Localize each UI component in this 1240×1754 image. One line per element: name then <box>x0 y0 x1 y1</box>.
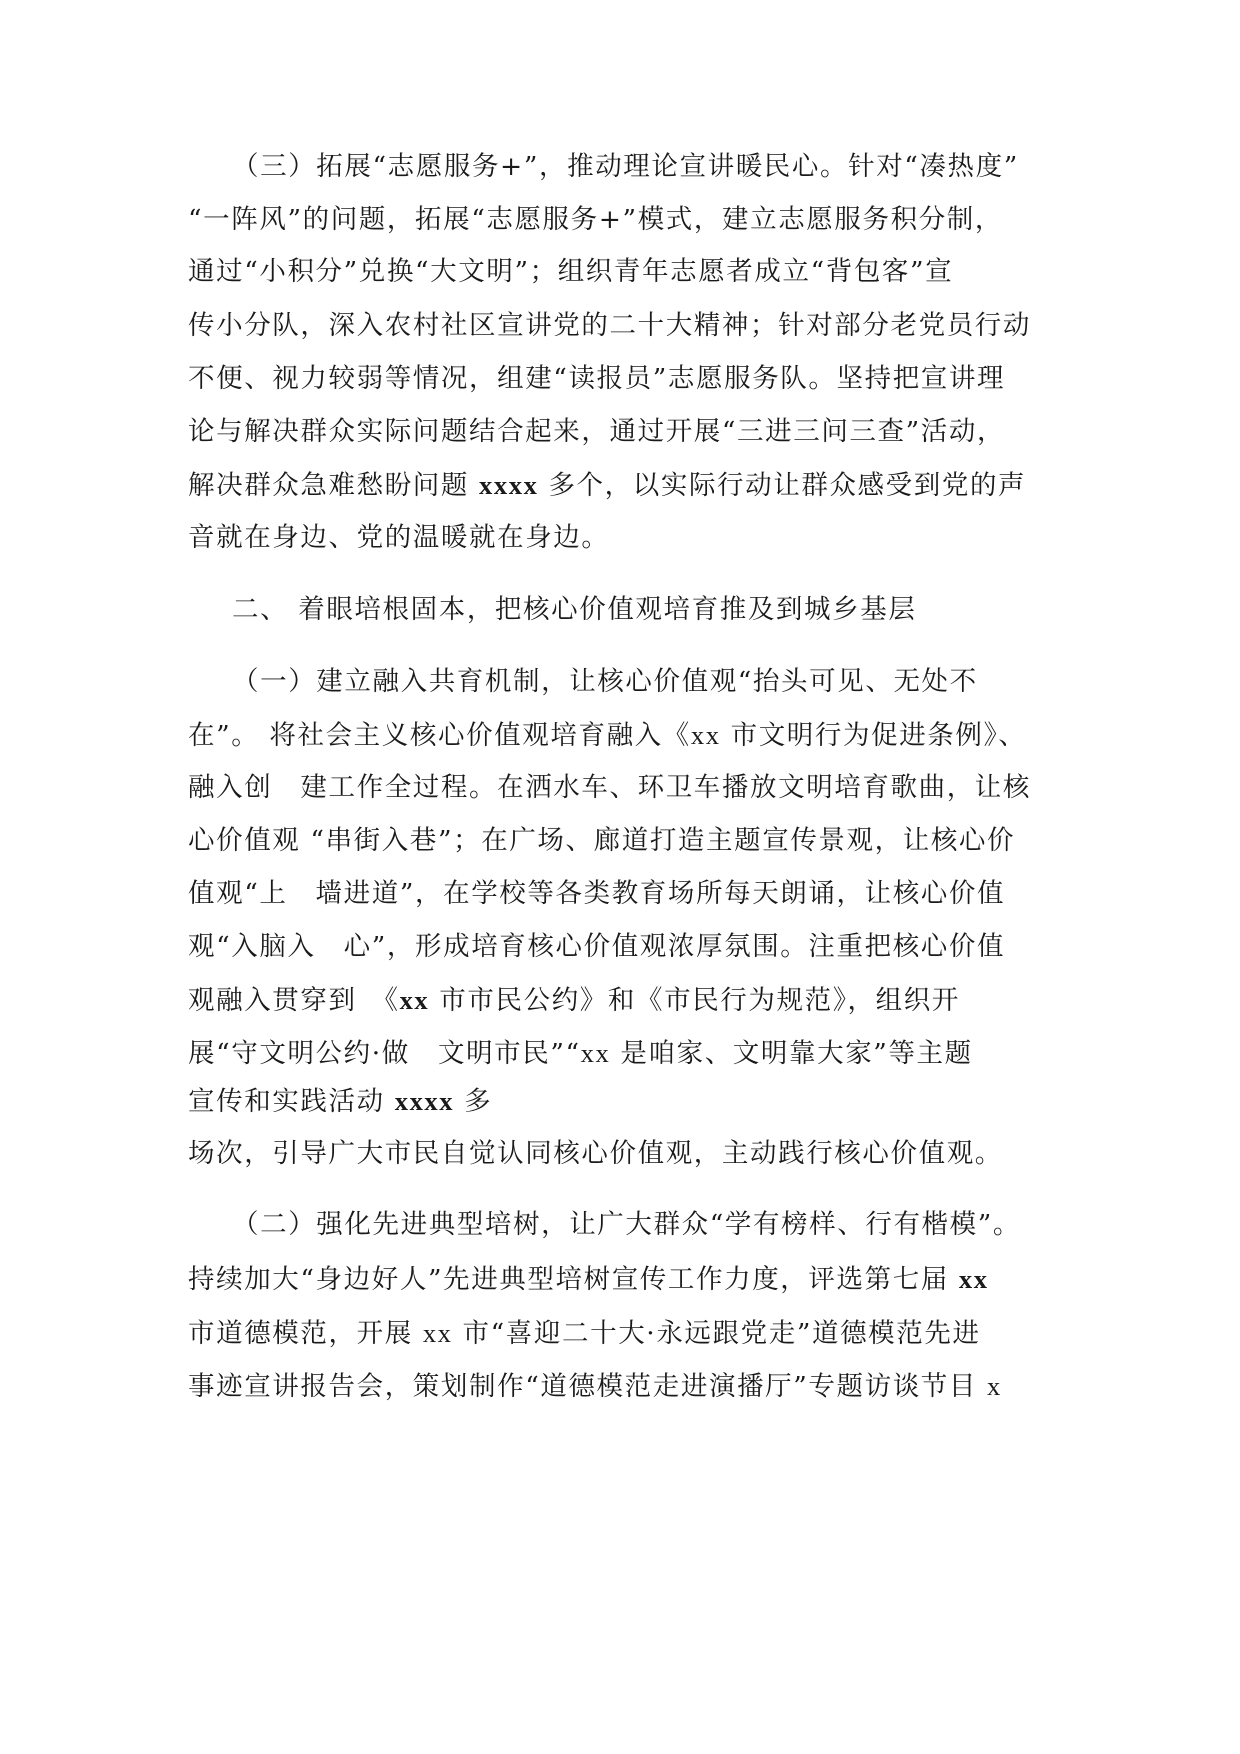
paragraph-3-line-2 <box>188 203 1003 237</box>
text-run: 持续加大“身边好人”先进典型培树宣传工作力度，评选第七届 <box>188 1264 959 1295</box>
paragraph-3-line-4 <box>188 309 1031 343</box>
placeholder-text: xx <box>958 1264 989 1294</box>
paragraph-4-line-2 <box>188 718 1026 753</box>
text-run: 心价值观 “串街入巷”；在广场、廊道打造主题宣传景观，让核心价 <box>188 825 1016 856</box>
paragraph-4-line-4 <box>188 824 1015 858</box>
text-run: 是咱家、文明靠大家”等主题 <box>610 1038 973 1069</box>
text-run: 多个，以实际行动让群众感受到党的声 <box>538 470 1027 501</box>
placeholder-text: xx <box>399 985 430 1015</box>
paragraph-4-line-1 <box>232 665 978 699</box>
placeholder-number: xxxx <box>394 1086 455 1116</box>
text-run: 解决群众急难愁盼问题 <box>188 470 480 501</box>
text-run: 不便、视力较弱等情况，组建“读报员”志愿服务队。坚持把宣讲理 <box>188 363 1006 394</box>
text-run: 观“入脑入 心”，形成培育核心价值观浓厚氛围。注重把核心价值 <box>188 931 1006 962</box>
section-heading-2 <box>232 593 916 627</box>
text-run: （三）拓展“志愿服务+”，推动理论宣讲暖民心。针对“凑热度” <box>232 151 1019 182</box>
text-run: 市市民公约》和《市民行为规范》，组织开 <box>429 985 960 1016</box>
paragraph-5-line-1 <box>232 1208 1021 1242</box>
text-run: （一）建立融入共育机制，让核心价值观“抬头可见、无处不 <box>232 666 978 697</box>
text-run: 市道德模范，开展 <box>188 1318 423 1349</box>
text-run: 多 <box>454 1086 493 1117</box>
text-run: 音就在身边、党的温暖就在身边。 <box>188 522 610 553</box>
paragraph-4-line-8 <box>188 1036 973 1071</box>
paragraph-5-line-4 <box>188 1369 1002 1404</box>
text-run: 传小分队，深入农村社区宣讲党的二十大精神；针对部分老党员行动 <box>188 310 1031 341</box>
paragraph-3-line-5 <box>188 362 1005 396</box>
text-run: 展“守文明公约·做 文明市民”“ <box>188 1038 581 1069</box>
paragraph-5-line-2 <box>188 1262 989 1297</box>
text-run: 值观“上 墙进道”，在学校等各类教育场所每天朗诵，让核心价值 <box>188 878 1006 909</box>
text-run: 二、 着眼培根固本，把核心价值观培育推及到城乡基层 <box>232 594 917 625</box>
text-run: 场次，引导广大市民自觉认同核心价值观，主动践行核心价值观。 <box>188 1138 1003 1169</box>
text-run: 论与解决群众实际问题结合起来，通过开展“三进三问三查”活动， <box>188 416 1006 447</box>
text-run: 融入创 建工作全过程。在洒水车、环卫车播放文明培育歌曲，让核 <box>188 772 1031 803</box>
placeholder-text: xx <box>580 1038 611 1068</box>
paragraph-3-line-3 <box>188 255 953 289</box>
placeholder-text: xx <box>690 720 721 750</box>
paragraph-3-line-1 <box>232 150 1019 184</box>
paragraph-3-line-7 <box>188 468 1026 503</box>
text-run: 市文明行为促进条例》、 <box>720 720 1027 751</box>
placeholder-text: xx <box>422 1318 453 1348</box>
text-run: 事迹宣讲报告会，策划制作“道德模范走进演播厅”专题访谈节目 <box>188 1371 988 1402</box>
paragraph-4-line-10 <box>188 1137 1003 1171</box>
paragraph-4-line-7 <box>188 983 960 1018</box>
paragraph-4-line-6 <box>188 930 1005 964</box>
text-run: “一阵风”的问题，拓展“志愿服务+”模式，建立志愿服务积分制， <box>188 204 1003 235</box>
text-run: （二）强化先进典型培树，让广大群众“学有榜样、行有楷模”。 <box>232 1209 1021 1240</box>
paragraph-3-line-8 <box>188 521 610 555</box>
text-run: 宣传和实践活动 <box>188 1086 395 1117</box>
text-run: 在”。 将社会主义核心价值观培育融入《 <box>188 720 691 751</box>
placeholder-text: x <box>987 1371 1002 1401</box>
text-run: 市“喜迎二十大·永远跟党走”道德模范先进 <box>452 1318 981 1349</box>
paragraph-4-line-5 <box>188 877 1005 911</box>
text-run: 观融入贯穿到 《 <box>188 985 400 1016</box>
paragraph-3-line-6 <box>188 415 1005 449</box>
text-run: 通过“小积分”兑换“大文明”；组织青年志愿者成立“背包客”宣 <box>188 256 954 287</box>
paragraph-4-line-9 <box>188 1084 492 1119</box>
placeholder-number: xxxx <box>479 470 539 500</box>
paragraph-5-line-3 <box>188 1316 981 1351</box>
paragraph-4-line-3 <box>188 771 1031 805</box>
